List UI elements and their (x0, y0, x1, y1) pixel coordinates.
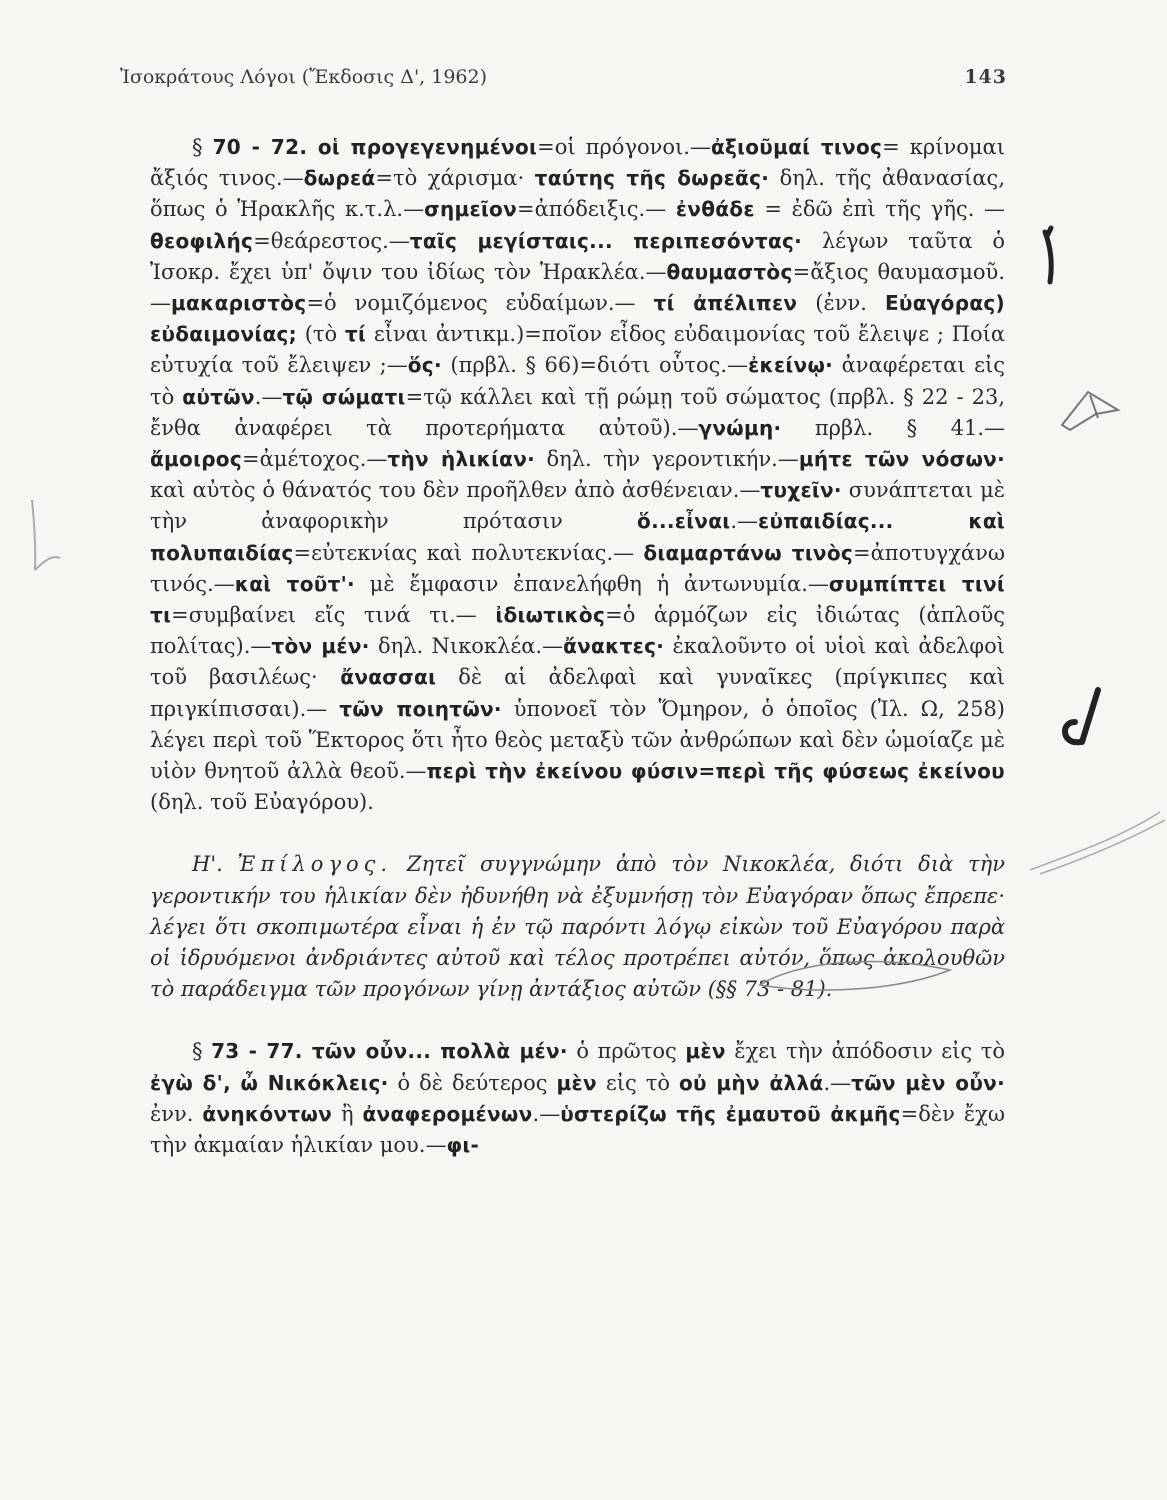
gloss: .— (823, 1070, 852, 1095)
lemma: συμπίπτει τινί τι (150, 571, 1005, 628)
gloss: =ὁ νομιζόμενος εὐδαίμων.— (306, 291, 654, 316)
lemma: ἰδιωτικὸς (495, 603, 606, 628)
section-sign: § (192, 135, 203, 159)
lemma: τὸν μέν· (271, 634, 370, 659)
lemma: ἀξιοῦμαί τινος (710, 135, 883, 159)
gloss: ἢ (332, 1101, 363, 1126)
page-number: 143 (964, 66, 1007, 88)
gloss: =συμβαίνει εἴς τινά τι.— (171, 603, 496, 628)
body-text (150, 132, 1005, 1161)
lemma: καὶ τοῦτ'· (234, 571, 355, 596)
lemma: διαμαρτάνω τινὸς (643, 540, 854, 565)
lemma: μὲν (685, 1039, 726, 1064)
gloss: =ἀποτυγχάνω τινός.— (150, 540, 1005, 596)
lemma: ἐγὼ δ', ὦ Νικόκλεις· (150, 1070, 389, 1095)
gloss: (τὸ (296, 322, 345, 347)
pencil-line-margin (1030, 812, 1165, 874)
book-title: Ἰσοκράτους Λόγοι (Ἔκδοσις Δ', 1962) (120, 66, 488, 88)
gloss: (ἐνν. (797, 291, 885, 316)
pencil-mark-left (32, 500, 60, 570)
gloss: εἶναι ἀντικμ.)=ποῖον εἶδος εὐδαιμονίας τοῦ ἔλειψε ; Ποία εὐτυχία τοῦ ἔλειψεν ;— (150, 322, 1005, 378)
gloss: ἀναφέρεται εἰς τὸ (150, 353, 1006, 409)
gloss: εἰς τὸ (596, 1070, 679, 1095)
section-sign: § (192, 1039, 203, 1064)
lemma: γνώμη· (698, 415, 782, 440)
gloss: ὁ πρῶτος (567, 1039, 686, 1064)
lemma: ἄμοιρος (150, 447, 243, 472)
gloss: καὶ αὐτὸς ὁ θάνατός του δὲν προῆλθεν ἀπὸ ἀσθένειαν.— (150, 478, 761, 503)
lemma: ταῖς μεγίσταις... περιπεσόντας· (409, 228, 803, 253)
lemma: ἀναφερομένων (362, 1101, 533, 1126)
lemma: 73 - 77. τῶν οὖν... πολλὰ μέν· (211, 1039, 568, 1064)
epilogue-text: Ζητεῖ συγγνώμην ἀπὸ τὸν Νικοκλέα, διότι διὰ τὴν γεροντικήν του ἡλικίαν δὲν ἠδυνήθη νὰ ἐξυμνήσῃ τὸν Εὐαγόραν ὅπως ἔπρεπε· λέγει ὅτι σκοπιμωτέρα εἶναι ἡ ἐν τῷ παρόντι λόγῳ εἰκὼν τοῦ Εὐαγόρου παρὰ οἱ ἱδρυόμενοι ἀνδριάντες αὐτοῦ καὶ τέλος προτρέπει αὐτόν, ὅπως ἀκολουθῶν τὸ παράδειγμα τῶν προγόνων γίνῃ ἀντάξιος αὐτῶν (§§ 73 - 81). (150, 852, 1005, 1002)
lemma: θαυμαστὸς (666, 259, 793, 284)
lemma: τί (344, 322, 367, 347)
lemma: ἐνθάδε (675, 197, 755, 222)
commentary-paragraph-70-72 (150, 132, 1005, 818)
running-header (120, 66, 1007, 88)
gloss: ἐνν. (150, 1101, 203, 1126)
pencil-mark-d (1065, 690, 1098, 742)
gloss: συνάπτεται μὲ τὴν ἀναφορικὴν πρότασιν (150, 478, 1005, 534)
gloss: = ἐδῶ ἐπὶ τῆς γῆς. — (754, 197, 1005, 222)
gloss: δηλ. τῆς ἀθανασίας, ὅπως ὁ Ἡρακλῆς κ.τ.λ.— (150, 166, 1005, 222)
pencil-mark-flag (1062, 392, 1118, 430)
gloss: δηλ. τὴν γεροντικήν.— (535, 447, 799, 472)
lemma: ἐκείνῳ· (748, 353, 834, 378)
lemma: ὅς· (407, 353, 442, 378)
lemma: μήτε τῶν νόσων· (798, 447, 1005, 472)
lemma: θεοφιλής (150, 228, 254, 253)
gloss: ἔχει τὴν ἀπόδοσιν εἰς τὸ (725, 1039, 1005, 1064)
gloss: = κρίνομαι ἄξιός τινος.— (150, 135, 1005, 191)
gloss: δὲ αἱ ἀδελφαὶ καὶ γυναῖκες (πρίγκιπες καὶ πριγκίπισσαι).— (150, 665, 1006, 721)
gloss: =ἀπόδειξις.— (517, 197, 676, 222)
lemma: ἄνασσαι (317, 665, 437, 690)
gloss: =ἄξιος θαυμασμοῦ.— (150, 259, 1005, 316)
lemma: μακαριστὸς (171, 291, 307, 316)
gloss: =τὸ χάρισμα· (375, 166, 525, 191)
gloss: ἐκαλοῦντο οἱ υἱοὶ καὶ ἀδελφοὶ τοῦ βασιλέως· (150, 634, 1005, 690)
lemma: τυχεῖν· (760, 478, 842, 503)
lemma: Εὐαγόρας) εὐδαιμονίας; (150, 291, 1005, 347)
gloss: =ἀμέτοχος.— (242, 447, 388, 472)
gloss: λέγων ταῦτα ὁ Ἰσοκρ. ἔχει ὑπ' ὄψιν του ἰδίως τὸν Ἡρακλέα.— (150, 228, 1006, 284)
lemma: τῶν ποιητῶν· (339, 696, 502, 721)
lemma: τῶν μὲν οὖν· (851, 1070, 1005, 1095)
lemma: ἄνακτες· (563, 634, 665, 659)
epilogue-heading: Ἐπίλογος. (237, 852, 393, 877)
gloss: μὲ ἔμφασιν ἐπανελήφθη ἡ ἀντωνυμία.— (354, 571, 829, 596)
lemma: 70 - 72. οἱ προγεγενημένοι (212, 135, 538, 159)
gloss: .— (730, 509, 759, 534)
lemma: ἀνηκόντων (202, 1101, 333, 1126)
gloss: δηλ. Νικοκλέα.— (369, 634, 564, 659)
gloss: =οἱ πρόγονοι.— (537, 135, 711, 159)
gloss: (δηλ. τοῦ Εὐαγόρου). (150, 790, 374, 815)
lemma: τὴν ἡλικίαν· (387, 447, 536, 472)
gloss: =εὐτεκνίας καὶ πολυτεκνίας.— (293, 540, 644, 565)
gloss: ὁ δὲ δεύτερος (388, 1070, 557, 1095)
lemma: οὐ μὴν ἀλλά (678, 1070, 824, 1095)
pencil-mark-top (1045, 228, 1051, 282)
gloss: .— (254, 384, 283, 409)
lemma: περὶ τὴν ἐκείνου φύσιν=περὶ τῆς φύσεως ἐκείνου (426, 759, 1005, 784)
lemma: ὅ...εἶναι (637, 509, 731, 534)
lemma: ταύτης τῆς δωρεᾶς· (534, 166, 770, 191)
epilogue-summary (150, 849, 1005, 1005)
commentary-paragraph-73-77 (150, 1036, 1005, 1161)
section-label: Η'. (192, 852, 223, 877)
lemma: σημεῖον (424, 197, 517, 222)
lemma: εὐπαιδίας... καὶ πολυπαιδίας (150, 509, 1005, 565)
gloss: .— (532, 1101, 561, 1126)
lemma: μὲν (556, 1070, 597, 1095)
lemma: φι- (446, 1133, 480, 1158)
lemma: τί ἀπέλιπεν (653, 291, 798, 316)
gloss: (πρβλ. § 66)=διότι οὗτος.— (441, 353, 749, 378)
lemma: ὑστερίζω τῆς ἐμαυτοῦ ἀκμῆς (560, 1101, 901, 1126)
gloss: πρβλ. § 41.— (781, 415, 1005, 440)
lemma: τῷ σώματι (282, 384, 406, 409)
gloss: =δὲν ἔχω τὴν ἀκμαίαν ἡλικίαν μου.— (150, 1101, 1005, 1158)
gloss: =θεάρεστος.— (253, 228, 410, 253)
gloss: =τῷ κάλλει καὶ τῇ ρώμῃ τοῦ σώματος (πρβλ. § 22 - 23, ἔνθα ἀναφέρει τὰ προτερήματα αὐτοῦ).— (150, 384, 1006, 440)
gloss: ὑπονοεῖ τὸν Ὅμηρον, ὁ ὁποῖος (Ἰλ. Ω, 258) λέγει περὶ τοῦ Ἕκτορος ὅτι ἦτο θεὸς μεταξὺ τῶν ἀνθρώπων καὶ δὲν ὡμοίαζε μὲ υἱὸν θνητοῦ ἀλλὰ θεοῦ.— (150, 696, 1005, 784)
lemma: αὐτῶν (182, 384, 255, 409)
gloss: =ὁ ἁρμόζων εἰς ἰδιώτας (ἁπλοῦς πολίτας).— (150, 603, 1005, 659)
lemma: δωρεά (303, 166, 376, 191)
